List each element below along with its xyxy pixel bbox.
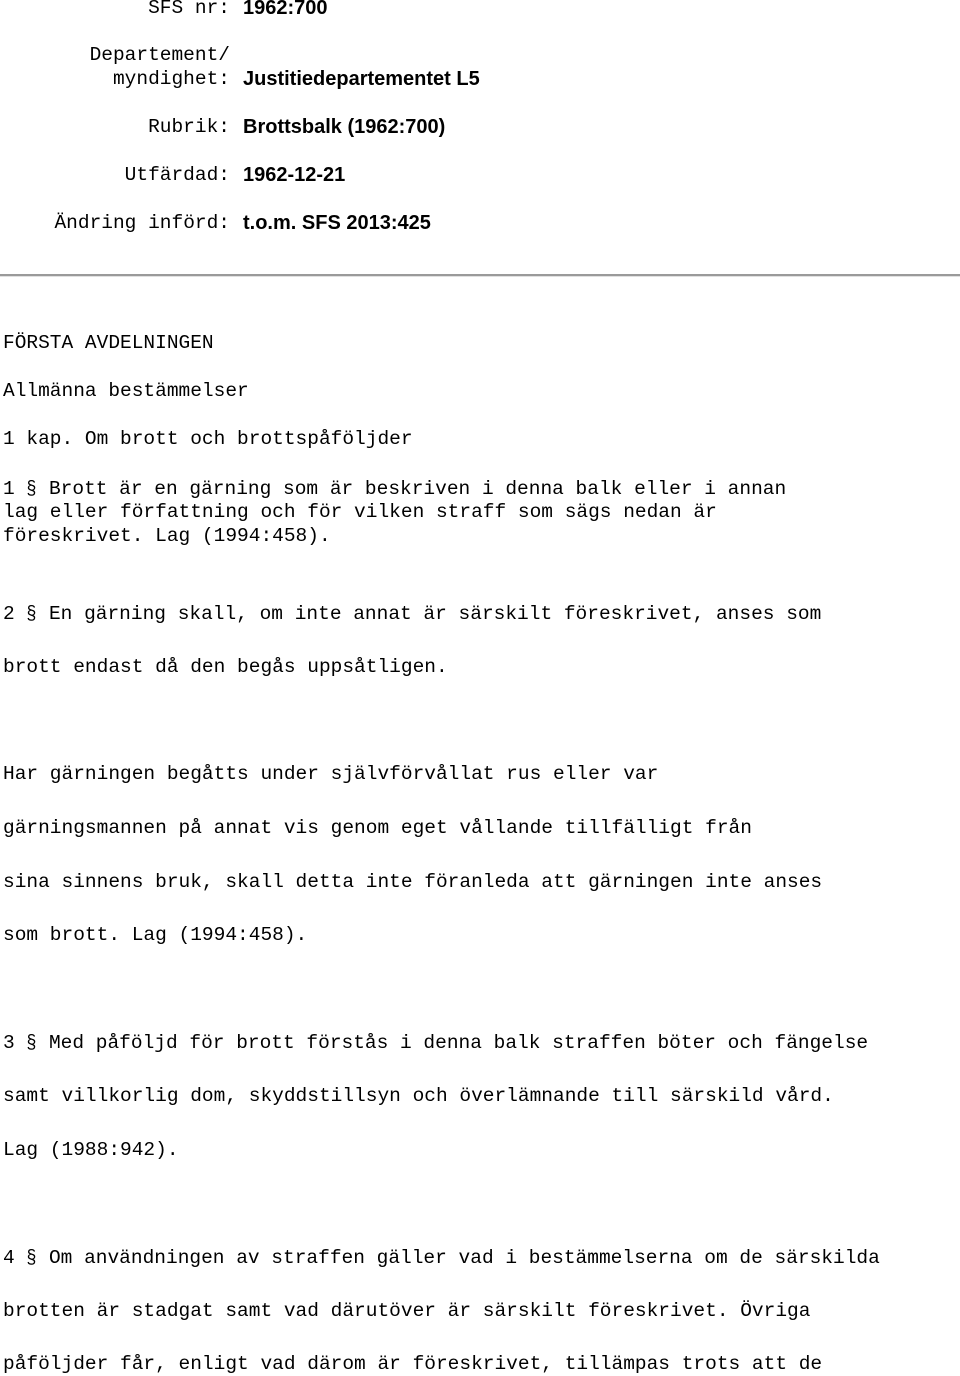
paragraph-3-line-2: samt villkorlig dom, skyddstillsyn och överlämnande till särskild vård. xyxy=(3,1085,834,1107)
paragraph-2b-line-1: Har gärningen begåtts under självförvållat rus eller var xyxy=(3,763,659,785)
paragraph-1-line-3: föreskrivet. Lag (1994:458). xyxy=(3,525,331,547)
sfs-label: SFS nr: xyxy=(148,0,230,19)
andring-value: t.o.m. SFS 2013:425 xyxy=(243,212,431,234)
paragraph-2-line-1 xyxy=(3,601,821,626)
paragraph-1-line-1 xyxy=(3,476,786,501)
paragraph-2b-line-4: som brott. Lag (1994:458). xyxy=(3,924,308,946)
paragraph-4-line-2: brotten är stadgat samt vad därutöver är särskilt föreskrivet. Övriga xyxy=(3,1300,811,1322)
paragraph-4-line-1 xyxy=(3,1245,880,1270)
department-label-line1: Departement/ xyxy=(89,44,230,66)
paragraph-number: 3 xyxy=(3,1032,15,1054)
paragraph-text: En gärning skall, om inte annat är särskilt föreskrivet, anses som xyxy=(37,603,822,625)
paragraph-number: 4 xyxy=(3,1247,15,1269)
rubrik-value: Brottsbalk (1962:700) xyxy=(243,116,446,138)
paragraph-number: 2 xyxy=(3,603,15,625)
paragraph-1-line-2: lag eller författning och för vilken straff som sägs nedan är xyxy=(3,501,717,523)
paragraph-text: Brott är en gärning som är beskriven i denna balk eller i annan xyxy=(37,478,787,500)
paragraph-2b-line-2: gärningsmannen på annat vis genom eget vållande tillfälligt från xyxy=(3,817,752,839)
section-symbol: § xyxy=(26,1031,37,1053)
general-heading: Allmänna bestämmelser xyxy=(3,380,249,402)
section-symbol: § xyxy=(26,602,37,624)
header-divider xyxy=(0,274,960,277)
paragraph-2b-line-3: sina sinnens bruk, skall detta inte föranleda att gärningen inte anses xyxy=(3,871,823,893)
utfardad-label: Utfärdad: xyxy=(124,164,230,186)
paragraph-4-line-3: påföljder får, enligt vad därom är föreskrivet, tillämpas trots att de xyxy=(3,1353,823,1375)
sfs-value: 1962:700 xyxy=(243,0,328,19)
rubrik-label: Rubrik: xyxy=(148,116,230,138)
section-symbol: § xyxy=(26,477,37,499)
section-symbol: § xyxy=(26,1246,37,1268)
department-label-line2: myndighet: xyxy=(112,68,230,90)
paragraph-3-line-3: Lag (1988:942). xyxy=(3,1139,179,1161)
utfardad-value: 1962-12-21 xyxy=(243,164,346,186)
department-value: Justitiedepartementet L5 xyxy=(243,68,480,90)
chapter-heading: 1 kap. Om brott och brottspåföljder xyxy=(3,428,413,450)
paragraph-text: Med påföljd för brott förstås i denna balk straffen böter och fängelse xyxy=(37,1032,869,1054)
paragraph-2-line-2: brott endast då den begås uppsåtligen. xyxy=(3,656,448,678)
paragraph-text: Om användningen av straffen gäller vad i bestämmelserna om de särskilda xyxy=(37,1247,880,1269)
division-heading: FÖRSTA AVDELNINGEN xyxy=(3,332,214,354)
paragraph-number: 1 xyxy=(3,478,15,500)
andring-label: Ändring införd: xyxy=(54,212,230,234)
paragraph-3-line-1 xyxy=(3,1030,868,1055)
